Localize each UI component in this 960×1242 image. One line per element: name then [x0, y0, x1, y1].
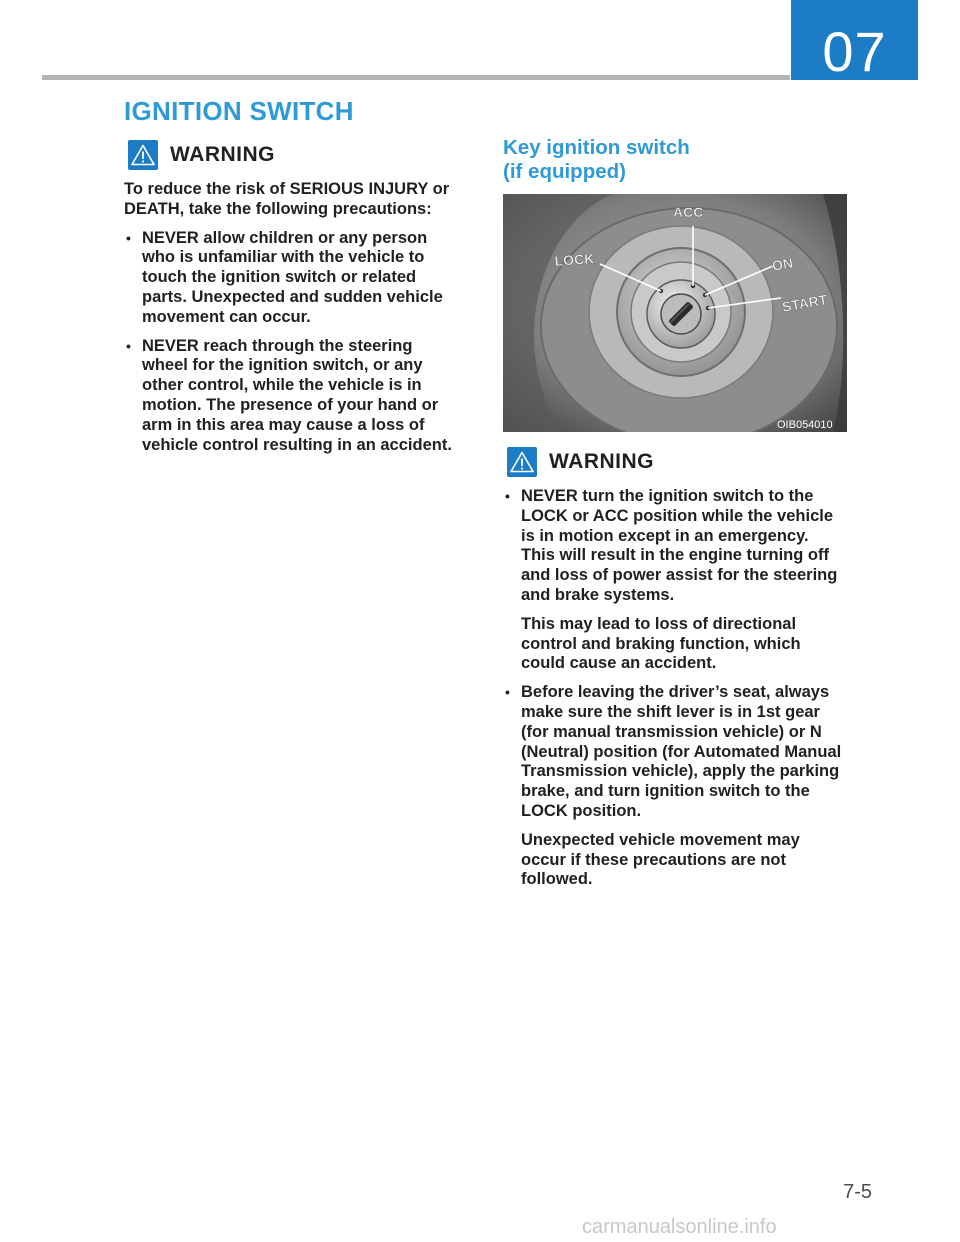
list-item	[503, 487, 843, 674]
subsection-title	[503, 136, 690, 184]
left-warning-body	[124, 180, 462, 455]
warning-triangle-icon	[128, 140, 158, 170]
label-lock: LOCK	[554, 250, 595, 269]
section-title: IGNITION SWITCH	[124, 96, 354, 126]
bullet-text: NEVER turn the ignition switch to the LOCK or ACC position while the vehicle is in motion except in an emergency. This will result in the engine turning off and loss of power assist for the steering and brake systems.	[521, 487, 838, 604]
subsection-title-line-2: (if equipped)	[503, 160, 626, 183]
warning-triangle-icon	[507, 447, 537, 477]
header-rule	[42, 75, 790, 80]
warning-label: WARNING	[549, 450, 654, 473]
figure-code: OIB054010	[777, 419, 833, 431]
left-warning-list	[124, 229, 462, 456]
label-start: START	[780, 291, 829, 315]
list-item	[503, 683, 843, 890]
chapter-tab: 07	[791, 0, 918, 80]
list-item: • NEVER reach through the steering wheel for the ignition switch, or any other control, while the vehicle is in motion. The presence of your hand or arm in this area may cause a loss of vehicle control resulting in an accident.	[124, 337, 462, 456]
page-number: 7-5	[843, 1181, 872, 1203]
ignition-switch-figure	[503, 194, 847, 432]
list-item: • NEVER allow children or any person who is unfamiliar with the vehicle to touch the ignition switch or related parts. Unexpected and sudden vehicle movement can occur.	[124, 229, 462, 328]
warning-label: WARNING	[170, 143, 275, 166]
watermark: carmanualsonline.info	[582, 1216, 777, 1238]
subsection-title-line-1: Key ignition switch	[503, 136, 690, 159]
left-warning-heading	[128, 140, 275, 170]
ignition-switch-illustration	[503, 194, 847, 432]
right-warning-body	[503, 478, 843, 890]
right-warning-list	[503, 487, 843, 890]
warning-intro: To reduce the risk of SERIOUS INJURY or DEATH, take the following precautions:	[124, 180, 450, 218]
bullet-continuation: Unexpected vehicle movement may occur if these precautions are not followed.	[521, 830, 800, 889]
bullet-continuation: This may lead to loss of directional control and braking function, which could cause an accident.	[521, 614, 801, 673]
bullet-text: Before leaving the driver’s seat, always make sure the shift lever is in 1st gear (for manual transmission vehicle) or N (Neutral) position (for Automated Manual Transmission vehicle), apply the parking brake, and turn ignition switch to the LOCK position.	[521, 683, 842, 820]
right-warning-heading	[507, 447, 654, 477]
label-on: ON	[770, 254, 795, 274]
label-acc: ACC	[673, 204, 704, 220]
